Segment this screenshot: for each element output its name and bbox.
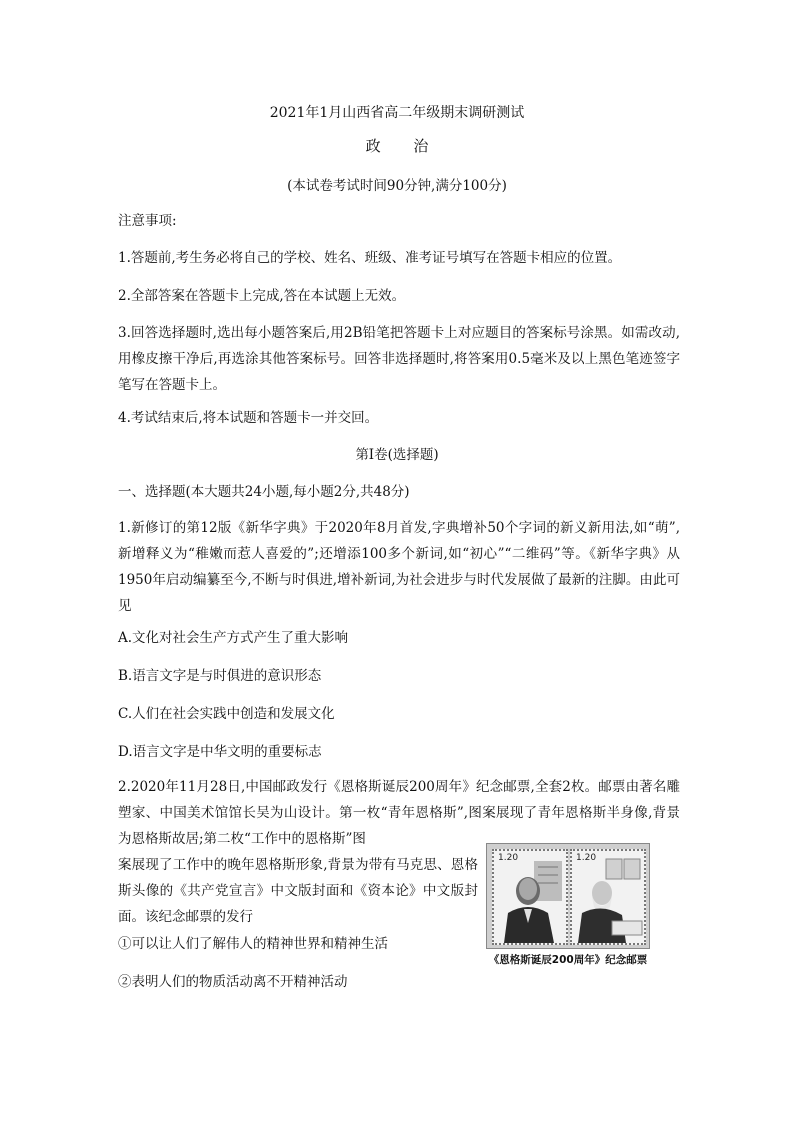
notes-heading: 注意事项: [118, 213, 177, 229]
question-2-stem-continued: 案展现了工作中的晚年恩格斯形象,背景为带有马克思、恩格斯头像的《共产党宣言》中文版封面和《资本论》中文版封面。该纪念邮票的发行 [118, 857, 478, 925]
part1-heading: 第Ⅰ卷(选择题) [355, 447, 439, 463]
stamp-young-engels [492, 849, 568, 945]
figure-caption: 《恩格斯诞辰200周年》纪念邮票 [488, 954, 648, 966]
stamp-figure [486, 843, 650, 949]
stamp-value: 1.20 [498, 853, 519, 863]
question-1-stem: 1.新修订的第12版《新华字典》于2020年8月首发,字典增补50个字词的新义新用法,如“萌”,新增释义为“稚嫩而惹人喜爱的”;还增添100多个新词,如“初心”“二维码”等。《新华字典》从1950年启动编纂至今,不断与时俱进,增补新词,为社会进步与时代发展做了最新的注脚。由此可见 [118, 520, 680, 614]
stamp-value: 1.20 [576, 853, 597, 863]
question-1-option-d: D.语言文字是中华文明的重要标志 [118, 744, 322, 760]
note-item-4: 4.考试结束后,将本试题和答题卡一并交回。 [118, 410, 379, 426]
exam-title: 2021年1月山西省高二年级期末调研测试 [269, 105, 525, 121]
portrait-working-engels-image [572, 851, 644, 943]
question-1-option-b: B.语言文字是与时俱进的意识形态 [118, 668, 322, 684]
exam-time-info: (本试卷考试时间90分钟,满分100分) [287, 178, 507, 194]
question-2-item-1: ①可以让人们了解伟人的精神世界和精神生活 [118, 936, 388, 952]
note-item-1: 1.答题前,考生务必将自己的学校、姓名、班级、准考证号填写在答题卡相应的位置。 [118, 250, 622, 266]
stamp-working-engels [570, 849, 646, 945]
question-2-stem: 2.2020年11月28日,中国邮政发行《恩格斯诞辰200周年》纪念邮票,全套2枚。邮票由著名雕塑家、中国美术馆馆长吴为山设计。第一枚“青年恩格斯”,图案展现了青年恩格斯半身像,背景为恩格斯故居;第二枚“工作中的恩格斯”图 [118, 779, 680, 847]
portrait-young-engels-image [494, 851, 566, 943]
note-item-2: 2.全部答案在答题卡上完成,答在本试题上无效。 [118, 288, 406, 304]
question-2-item-2: ②表明人们的物质活动离不开精神活动 [118, 974, 348, 990]
section-heading: 一、选择题(本大题共24小题,每小题2分,共48分) [118, 484, 410, 500]
question-1-option-a: A.文化对社会生产方式产生了重大影响 [118, 630, 349, 646]
question-1-option-c: C.人们在社会实践中创造和发展文化 [118, 706, 335, 722]
subject-title: 政 治 [365, 137, 443, 155]
note-item-3: 3.回答选择题时,选出每小题答案后,用2B铅笔把答题卡上对应题目的答案标号涂黑。如需改动,用橡皮擦干净后,再选涂其他答案标号。回答非选择题时,将答案用0.5毫米及以上黑色笔迹签字笔写在答题卡上。 [118, 325, 680, 393]
